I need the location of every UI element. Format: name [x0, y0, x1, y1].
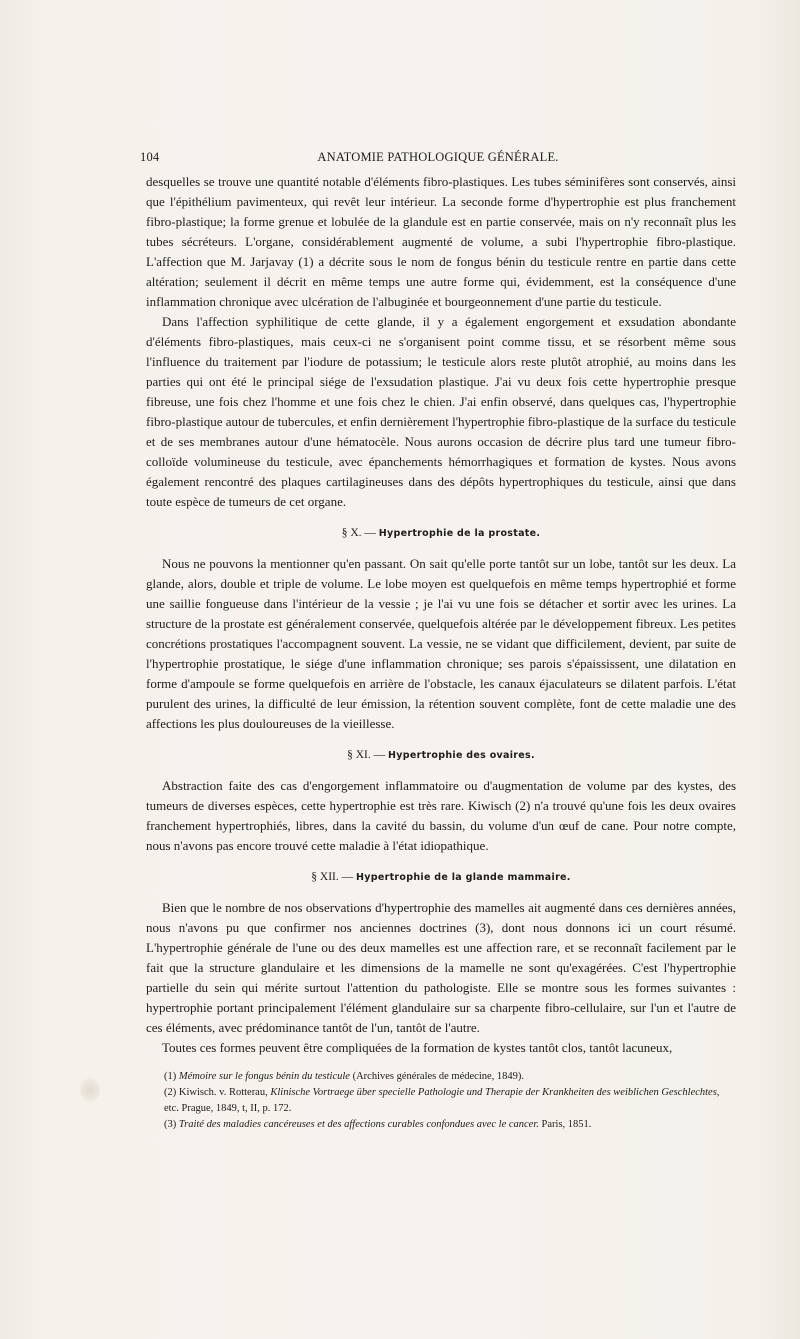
section-title: Hypertrophie des ovaires.: [388, 750, 535, 761]
paragraph-mammary-forms: Toutes ces formes peuvent être compliquées de la formation de kystes tantôt clos, tantôt lacuneux,: [162, 1040, 673, 1055]
footnote-title: Mémoire sur le fongus bénin du testicule: [178, 1071, 350, 1082]
footnote-tail: 1849).: [496, 1071, 525, 1082]
footnote-number: (2): [164, 1087, 177, 1098]
footnote-title: Traité des maladies cancéreuses et des affections curables confondues avec le cancer.: [178, 1119, 539, 1130]
section-heading-xii: [146, 867, 736, 888]
paper-stain: [80, 1078, 100, 1102]
paragraph-prostate: Nous ne pouvons la mentionner qu'en passant. On sait qu'elle porte tantôt sur un lobe, tantôt sur les deux. La glande, alors, double et triple de volume. Le lobe moyen est quelquefois en même temps hypertrophié et forme une saillie fongueuse dans l'intérieur de la vessie ; je l'ai vu une fois se détacher et sortir avec les urines. La structure de la prostate est généralement conservée, quelquefois altérée par le développement fibreux. Les petites concrétions prostatiques l'accompagnent souvent. La vessie, ne se vidant que difficilement, devient, par suite de l'hypertrophie prostatique, le siége d'une inflammation chronique; ses parois s'épaississent, une dilatation en forme d'ampoule se forme quelquefois en arrière de l'obstacle, les canaux éjaculateurs se dilatent parfois. L'état purulent des urines, la difficulté de leur émission, la rétention souvent complète, font de cette maladie une des affections les plus douloureuses de la vieillesse.: [146, 556, 736, 731]
section-number: § XII. —: [311, 871, 354, 883]
footnote-source: (Archives générales de médecine,: [352, 1071, 495, 1082]
paragraph-ovaries: Abstraction faite des cas d'engorgement inflammatoire ou d'augmentation de volume par des kystes, des tumeurs de diverses espèces, cette hypertrophie est très rare. Kiwisch (2) n'a trouvé qu'une fois les deux ovaires franchement hypertrophiés, libres, dans la cavité du bassin, du volume d'un œuf de cane. Pour notre compte, nous n'avons pas encore trouvé cette maladie à l'état idiopathique.: [146, 778, 736, 853]
page-header: [140, 150, 736, 170]
section-title: Hypertrophie de la glande mammaire.: [356, 872, 571, 883]
page-body: [146, 172, 736, 1133]
section-title: Hypertrophie de la prostate.: [378, 528, 541, 539]
section-number: § XI. —: [347, 749, 386, 761]
footnote-3: [146, 1117, 736, 1133]
footnote-number: (1): [164, 1071, 177, 1082]
paragraph-continued: desquelles se trouve une quantité notable d'éléments fibro-plastiques. Les tubes séminifères sont conservés, ainsi que l'épithélium pavimenteux, qui revêt leur intérieur. La seconde forme d'hypertrophie est plus franchement fibro-plastique; la forme grenue et lobulée de la glandule est en partie conservée, mais on n'y reconnaît plus les tubes sécréteurs. L'organe, considérablement augmenté de volume, a subi l'hypertrophie fibro-plastique. L'affection que M. Jarjavay (1) a décrite sous le nom de fongus bénin du testicule rentre en partie dans cette altération; seulement il décrit en même temps une autre forme qui, évidemment, est la conséquence d'une inflammation chronique avec ulcération de l'albuginée et bourgeonnement d'une partie du testicule.: [146, 174, 736, 309]
section-heading-x: [146, 523, 736, 544]
footnotes: [146, 1069, 736, 1133]
page-number: 104: [140, 150, 160, 164]
footnote-1: [146, 1069, 736, 1085]
footnote-tail: etc. Prague, 1849, t, II, p. 172.: [164, 1103, 292, 1114]
footnote-2: [146, 1085, 736, 1117]
running-title: ANATOMIE PATHOLOGIQUE GÉNÉRALE.: [317, 150, 559, 164]
footnote-title: Klinische Vortraege über specielle Pathologie und Therapie der Krankheiten des weiblichen Geschlechtes,: [270, 1087, 720, 1098]
footnote-tail: Paris, 1851.: [541, 1119, 592, 1130]
footnote-number: (3): [164, 1119, 177, 1130]
section-heading-xi: [146, 745, 736, 766]
section-number: § X. —: [341, 527, 376, 539]
footnote-author: Kiwisch. v. Rotterau,: [178, 1087, 268, 1098]
paragraph-mammary: Bien que le nombre de nos observations d'hypertrophie des mamelles ait augmenté dans ces dernières années, nous n'avons pu que confirmer nos anciennes doctrines (3), dont nous donnons ici un court résumé. L'hypertrophie générale de l'une ou des deux mamelles est une affection rare, et se reconnaît facilement par le fait que la structure glandulaire et les dimensions de la mamelle ne sont qu'exagérées. C'est l'hypertrophie partielle du sein qui mérite surtout l'attention du pathologiste. Elle se montre sous les formes suivantes : hypertrophie portant principalement l'élément glandulaire sur sa charpente fibro-cellulaire, sur l'un et l'autre de ces éléments, avec prédominance tantôt de l'un, tantôt de l'autre.: [146, 900, 736, 1035]
paragraph-syphilitic: Dans l'affection syphilitique de cette glande, il y a également engorgement et exsudation abondante d'éléments fibro-plastiques, mais ceux-ci ne s'organisent point comme tissu, et se résorbent même sous l'influence du traitement par l'iodure de potassium; le testicule alors reste plutôt atrophié, au moins dans les parties qui ont été le principal siége de l'exsudation plastique. J'ai vu deux fois cette hypertrophie presque fibreuse, une fois chez l'homme et une fois chez le chien. J'ai enfin observé, dans quelques cas, l'hypertrophie fibro-plastique autour de tubercules, et enfin dernièrement l'hypertrophie fibro-plastique de la surface du testicule et de ses membranes autour d'une hématocèle. Nous aurons occasion de décrire plus tard une tumeur fibro-colloïde volumineuse du testicule, avec épanchements hémorrhagiques et formation de kystes. Nous avons également rencontré des plaques cartilagineuses dans des dépôts hypertrophiques du testicule, ainsi que dans toute espèce de tumeurs de cet organe.: [146, 314, 737, 509]
